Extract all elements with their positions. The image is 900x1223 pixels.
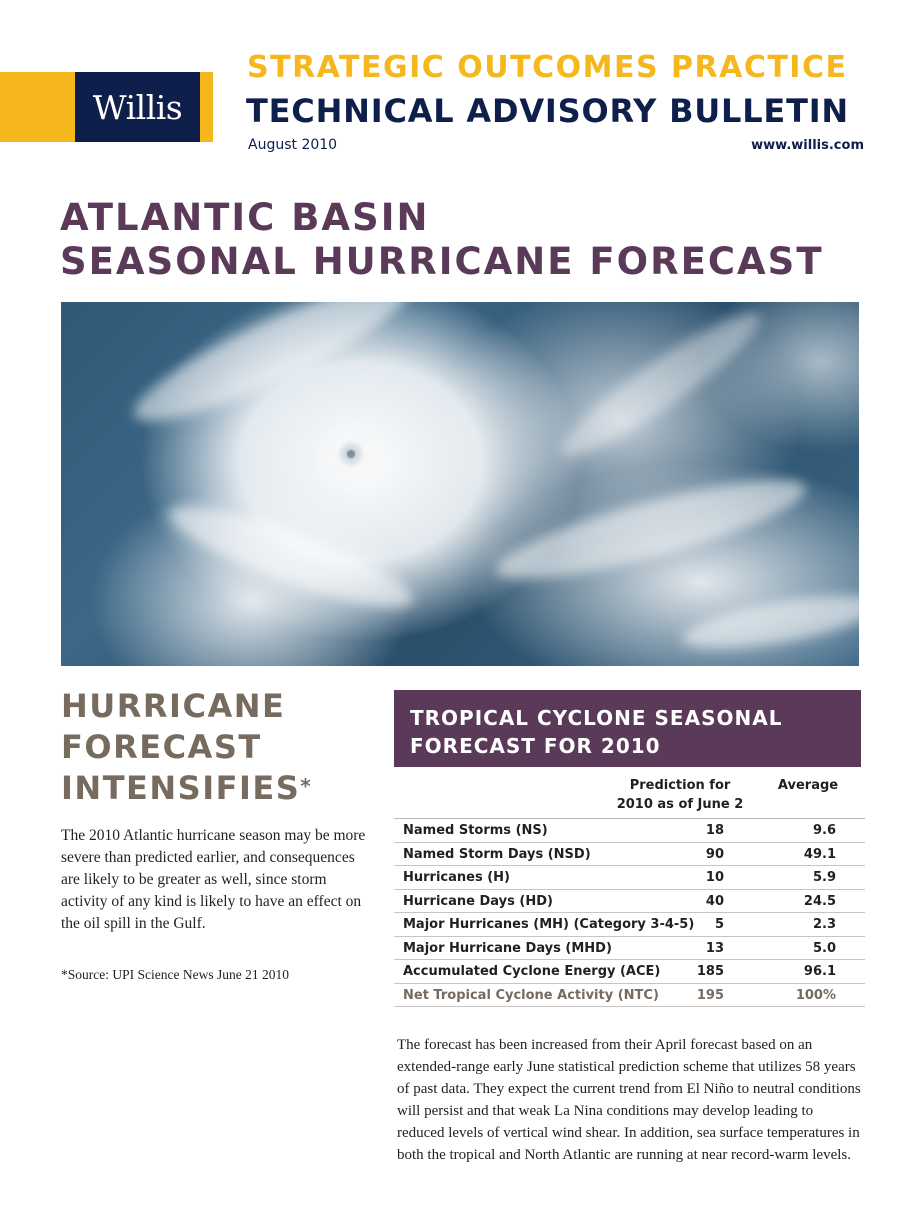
footnote-mark: *: [300, 774, 313, 798]
page-title: [60, 196, 824, 284]
section-heading-line3: [61, 768, 312, 809]
bulletin-title: TECHNICAL ADVISORY BULLETIN: [246, 92, 850, 130]
table-row: [394, 866, 865, 890]
table-title-bar: [394, 690, 861, 767]
section-heading-line2: FORECAST: [61, 728, 262, 766]
logo-text: Willis: [92, 87, 183, 127]
row-label: Hurricane Days (HD): [403, 893, 553, 909]
row-prediction: 90: [705, 846, 724, 862]
cloud-band: [550, 302, 772, 472]
section-heading-line1: HURRICANE: [61, 687, 286, 725]
hurricane-satellite-image: [61, 302, 859, 666]
table-row: [394, 960, 865, 984]
willis-logo: [75, 72, 200, 142]
table-title-line1: TROPICAL CYCLONE SEASONAL: [410, 706, 783, 730]
cloud-band: [489, 462, 812, 598]
row-prediction: 18: [705, 823, 724, 838]
row-average: 96.1: [803, 964, 836, 979]
issue-date: August 2010: [248, 137, 338, 153]
row-label: Named Storms (NS): [403, 823, 548, 838]
page-title-line2: SEASONAL HURRICANE FORECAST: [60, 240, 824, 283]
row-average: 5.0: [812, 940, 836, 956]
table-row: [394, 890, 865, 914]
row-label: Accumulated Cyclone Energy (ACE): [403, 964, 661, 979]
section-heading: [61, 686, 312, 809]
section-heading-line3-text: INTENSIFIES: [61, 769, 301, 807]
row-label: Hurricanes (H): [403, 870, 510, 885]
column-header-prediction: [600, 776, 760, 814]
row-average: 49.1: [803, 846, 836, 862]
table-row-total: [394, 984, 865, 1008]
row-average: 5.9: [812, 870, 836, 885]
table-title-line2: FORECAST FOR 2010: [410, 734, 661, 758]
forecast-table: [394, 819, 865, 1007]
column-header-prediction-line2: 2010 as of June 2: [616, 797, 744, 812]
website-link[interactable]: www.willis.com: [751, 138, 864, 153]
column-header-average: Average: [777, 778, 839, 793]
row-prediction: 5: [714, 917, 724, 932]
row-label: Named Storm Days (NSD): [403, 846, 591, 862]
row-label: Major Hurricane Days (MHD): [403, 940, 612, 956]
table-row: [394, 913, 865, 937]
row-average: 24.5: [803, 893, 836, 909]
table-row: [394, 937, 865, 961]
row-label: Major Hurricanes (MH) (Category 3-4-5): [403, 917, 695, 932]
table-row: [394, 819, 865, 843]
row-label: Net Tropical Cyclone Activity (NTC): [403, 987, 659, 1003]
practice-title: STRATEGIC OUTCOMES PRACTICE: [247, 50, 848, 85]
column-header-prediction-line1: Prediction for: [629, 778, 731, 793]
cloud-band: [160, 489, 421, 625]
row-prediction: 195: [696, 987, 724, 1003]
forecast-paragraph: The forecast has been increased from their April forecast based on an extended-range early June statistical prediction scheme that utilizes 58 years of past data. They expect the current trend from El Niño to neutral conditions will persist and that weak La Nina conditions may develop leading to reduced levels of vertical wind shear. In addition, sea surface temperatures in both the tropical and North Atlantic are running at near record-warm levels.: [397, 1037, 861, 1163]
row-prediction: 13: [705, 940, 724, 956]
table-row: [394, 843, 865, 867]
intro-paragraph: The 2010 Atlantic hurricane season may be more severe than predicted earlier, and consequences are likely to be greater as well, since storm activity of any kind is likely to have an effect on the oil spill in the Gulf.: [61, 827, 366, 932]
source-footnote: *Source: UPI Science News June 21 2010: [61, 967, 289, 982]
page-title-line1: ATLANTIC BASIN: [60, 196, 430, 239]
row-average: 9.6: [812, 823, 836, 838]
row-average: 100%: [795, 987, 836, 1003]
row-prediction: 10: [705, 870, 724, 885]
row-average: 2.3: [812, 917, 836, 932]
row-prediction: 185: [696, 964, 724, 979]
cloud-band: [679, 585, 859, 659]
cloud-band: [122, 302, 419, 443]
table-title: [410, 704, 782, 760]
row-prediction: 40: [705, 893, 724, 909]
